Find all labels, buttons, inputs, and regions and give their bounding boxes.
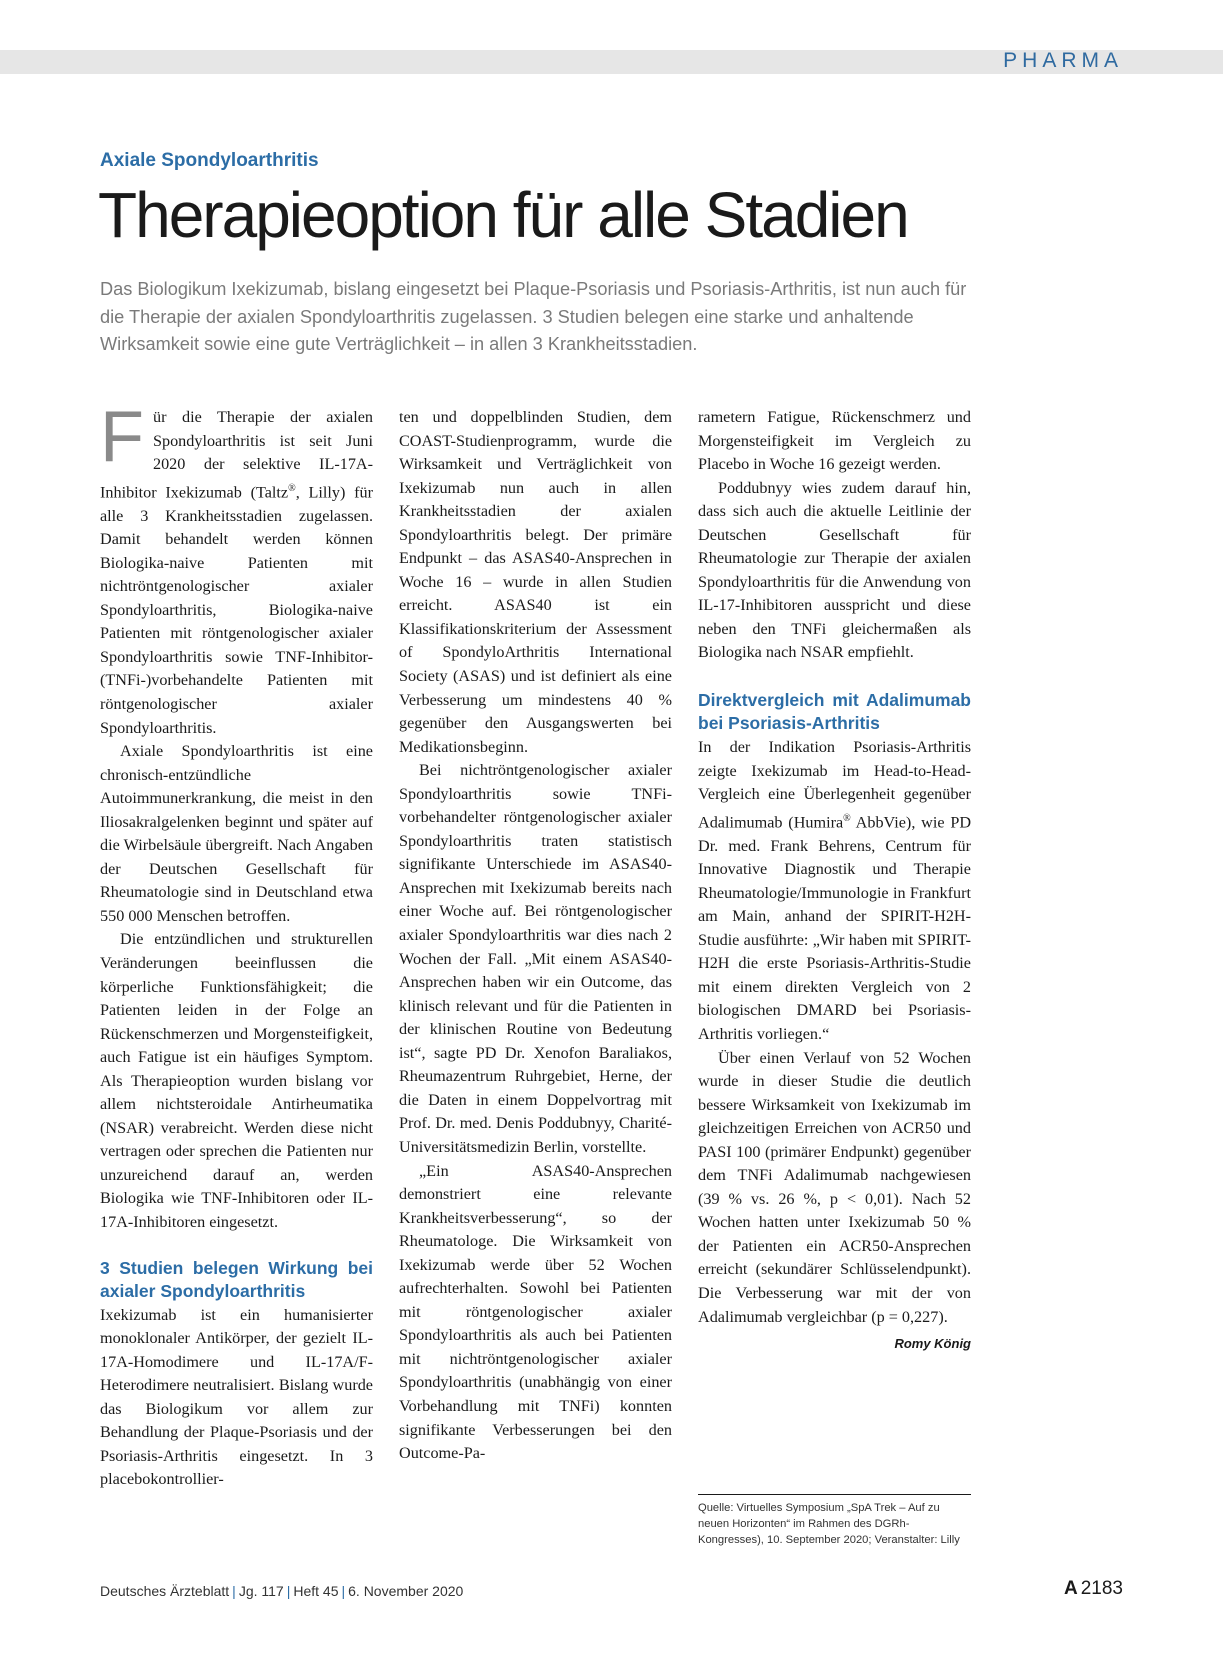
subheading: Direktvergleich mit Adalimumab bei Psoriasis-Arthritis [698, 690, 971, 734]
paragraph: ten und doppelblinden Studien, dem COAST-Studienprogramm, wurde die Wirksamkeit und Verträglichkeit von Ixekizumab nun auch in allen Krankheitsstadien der axialen Spondyloarthritis belegt. Der primäre Endpunkt – das ASAS40-Ansprechen in Woche 16 – wurde in allen Studien erreicht. ASAS40 ist ein Klassifikationskriterium der Assessment of SpondyloArthritis International Society (ASAS) und ist definiert als eine Verbesserung um mindestens 40 % gegenüber den Ausgangswerten bei Medikationsbeginn. [399, 408, 672, 756]
page-number: A 2183 [1063, 1578, 1123, 1599]
column-1 [100, 397, 373, 1492]
paragraph: Über einen Verlauf von 52 Wochen wurde in dieser Studie die deutlich bessere Wirksamkeit von Ixekizumab im gleichzeitigen Erreichen von ACR50 und PASI 100 (primärer Endpunkt) gegenüber dem TNFi Adalimumab nachgewiesen (39 % vs. 26 %, p < 0,01). Nach 52 Wochen hatten unter Ixekizumab 50 % der Patienten ein ACR50-Ansprechen erreicht (sekundärer Schlüsselendpunkt). Die Verbesserung war mit der von Adalimumab vergleichbar (p = 0,227). Romy König [698, 1047, 971, 1330]
footer: Deutsches Ärzteblatt | Jg. 117 | Heft 45 | 6. November 2020 [100, 1583, 464, 1599]
article-title: Therapieoption für alle Stadien [98, 179, 908, 251]
column-2 [399, 406, 672, 1466]
source-note: Quelle: Virtuelles Symposium „SpA Trek – Auf zu neuen Horizonten“ im Rahmen des DGRh-Kongresses), 10. September 2020; Veranstalter: Lilly [698, 1494, 971, 1548]
section-label: PHARMA [1003, 49, 1123, 72]
paragraph: Axiale Spondyloarthritis ist eine chronisch-entzündliche Autoimmunerkrankung, die meist in den Iliosakralgelenken beginnt und später auf die Wirbelsäule übergreift. Nach Angaben der Deutschen Gesellschaft für Rheumatologie sind in Deutschland etwa 550 000 Menschen betroffen. [100, 742, 373, 925]
paragraph: Bei nichtröntgenologischer axialer Spondyloarthritis sowie TNFi-vorbehandelter röntgenologischer axialer Spondyloarthritis traten statistisch signifikante Unterschiede im ASAS40-Ansprechen mit Ixekizumab bereits nach einer Woche auf. Bei röntgenologischer axialer Spondyloarthritis war dies nach 2 Wochen der Fall. „Mit einem ASAS40-Ansprechen haben wir ein Outcome, das klinisch relevant und für die Patienten in der klinischen Routine von Bedeutung ist“, sagte PD Dr. Xenofon Baraliakos, Rheumazentrum Ruhrgebiet, Herne, der die Daten in einem Doppelvortrag mit Prof. Dr. med. Denis Poddubnyy, Charité-Universitätsmedizin Berlin, vorstellte. [399, 761, 672, 1156]
paragraph: Die entzündlichen und strukturellen Veränderungen beeinflussen die körperliche Funktionsfähigkeit; die Patienten leiden in der Folge an Rückenschmerzen und Morgensteifigkeit, auch Fatigue ist ein häufiges Symptom. Als Therapieoption wurden bislang vor allem nichtsteroidale Antirheumatika (NSAR) verabreicht. Werden diese nicht vertragen oder sprechen die Patienten nur unzureichend darauf an, werden Biologika wie TNF-Inhibitoren oder IL-17A-Inhibitoren eingesetzt. [100, 930, 373, 1231]
paragraph: Poddubnyy wies zudem darauf hin, dass sich auch die aktuelle Leitlinie der Deutschen Gesellschaft für Rheumatologie zur Therapie der axialen Spondyloarthritis für die Anwendung von IL-17-Inhibitoren ausspricht und diese neben den TNFi gleichermaßen als Biologika nach NSAR empfiehlt. [698, 478, 971, 662]
author: Romy König [894, 1336, 971, 1352]
subheading: 3 Studien belegen Wirkung bei axialer Spondyloarthritis [100, 1257, 373, 1301]
volume: Jg. 117 [238, 1583, 284, 1599]
issue: Heft 45 [293, 1583, 339, 1599]
column-3 [698, 406, 971, 1356]
article-kicker: Axiale Spondyloarthritis [100, 150, 319, 171]
date: 6. November 2020 [348, 1583, 464, 1599]
journal-name: Deutsches Ärzteblatt [100, 1583, 230, 1599]
article-teaser: Das Biologikum Ixekizumab, bislang eingesetzt bei Plaque-Psoriasis und Psoriasis-Arthritis, ist nun auch für die Therapie der axialen Spondyloarthritis zugelassen. 3 Studien belegen eine starke und anhaltende Wirksamkeit sowie eine gute Verträglichkeit – in allen 3 Krankheitsstadien. [100, 279, 967, 354]
paragraph: rametern Fatigue, Rückenschmerz und Morgensteifigkeit im Vergleich zu Placebo in Woche 16 gezeigt werden. [698, 408, 971, 474]
drop-cap: F [100, 397, 144, 477]
paragraph: Ixekizumab ist ein humanisierter monoklonaler Antikörper, der gezielt IL-17A-Homodimere und IL-17A/F-Heterodimere neutralisiert. Bislang wurde das Biologikum vor allem zur Behandlung der Plaque-Psoriasis und der Psoriasis-Arthritis eingesetzt. In 3 placebokontrollier- [100, 1305, 373, 1489]
paragraph: „Ein ASAS40-Ansprechen demonstriert eine relevante Krankheitsverbesserung“, so der Rheumatologe. Die Wirksamkeit von Ixekizumab werde über 52 Wochen aufrechterhalten. Sowohl bei Patienten mit röntgenologischer axialer Spondyloarthritis als auch bei Patienten mit nichtröntgenologischer axialer Spondyloarthritis (unabhängig von einer Vorbehandlung mit TNFi) konnten signifikante Verbesserungen bei den Outcome-Pa- [399, 1161, 672, 1463]
paragraph: In der Indikation Psoriasis-Arthritis zeigte Ixekizumab im Head-to-Head-Vergleich eine Überlegenheit gegenüber Adalimumab (Humira® AbbVie), wie PD Dr. med. Frank Behrens, Centrum für Innovative Diagnostik und Therapie Rheumatologie/Immunologie in Frankfurt am Main, anhand der SPIRIT-H2H-Studie ausführte: „Wir haben mit SPIRIT-H2H die erste Psoriasis-Arthritis-Studie mit einem direkten Vergleich von 2 biologischen DMARD bei Psoriasis-Arthritis vorliegen.“ [698, 738, 972, 1043]
paragraph: Für die Therapie der axialen Spondyloarthritis ist seit Juni 2020 der selektive IL-17A-Inhibitor Ixekizumab (Taltz®, Lilly) für alle 3 Krankheitsstadien zugelassen. Damit behandelt werden können Biologika-naive Patienten mit nichtröntgenologischer axialer Spondyloarthritis, Biologika-naive Patienten mit röntgenologischer axialer Spondyloarthritis sowie TNF-Inhibitor-(TNFi-)vorbehandelte Patienten mit röntgenologischer axialer Spondyloarthritis. [100, 397, 373, 737]
